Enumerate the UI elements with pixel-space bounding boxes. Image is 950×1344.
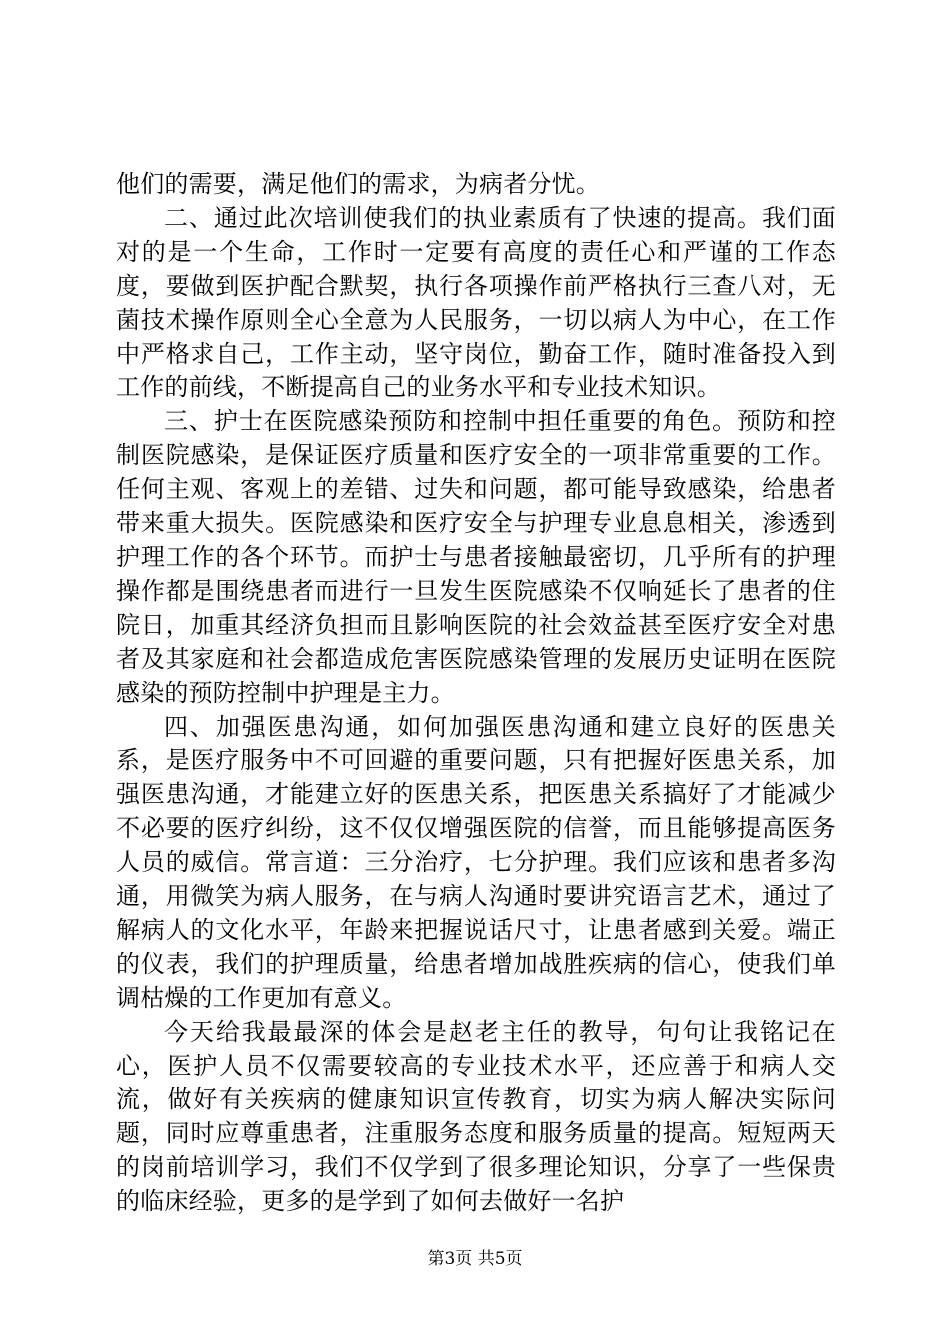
page-number-footer: 第3页 共5页 [427,1249,523,1269]
paragraph-section-two: 二、通过此次培训使我们的执业素质有了快速的提高。我们面对的是一个生命，工作时一定要有高度的责任心和严谨的工作态度，要做到医护配合默契，执行各项操作前严格执行三查八对，无菌技术操作原则全心全意为人民服务，一切以病人为中心，在工作中严格求自己，工作主动，坚守岗位，勤奋工作，随时准备投入到工作的前线，不断提高自己的业务水平和专业技术知识。 [116,203,836,402]
paragraph-section-four: 四、加强医患沟通，如何加强医患沟通和建立良好的医患关系，是医疗服务中不可回避的重要问题，只有把握好医患关系，加强医患沟通，才能建立好的医患关系，把医患关系搞好了才能减少不必要的医疗纠纷，这不仅仅增强医院的信誉，而且能够提高医务人员的威信。常言道：三分治疗，七分护理。我们应该和患者多沟通，用微笑为病人服务，在与病人沟通时要讲究语言艺术，通过了解病人的文化水平，年龄来把握说话尺寸，让患者感到关爱。端正的仪表，我们的护理质量，给患者增加战胜疾病的信心，使我们单调枯燥的工作更加有意义。 [116,712,836,1012]
document-body [116,168,836,1219]
paragraph-section-three: 三、护士在医院感染预防和控制中担任重要的角色。预防和控制医院感染，是保证医疗质量和医疗安全的一项非常重要的工作。任何主观、客观上的差错、过失和问题，都可能导致感染，给患者带来重大损失。医院感染和医疗安全与护理专业息息相关，渗透到护理工作的各个环节。而护士与患者接触最密切，几乎所有的护理操作都是围绕患者而进行一旦发生医院感染不仅响延长了患者的住院日，加重其经济负担而且影响医院的社会效益甚至医疗安全对患者及其家庭和社会都造成危害医院感染管理的发展历史证明在医院感染的预防控制中护理是主力。 [116,407,836,707]
paragraph-continuation: 他们的需要，满足他们的需求，为病者分忧。 [116,170,600,198]
paragraph-reflection: 今天给我最最深的体会是赵老主任的教导，句句让我铭记在心，医护人员不仅需要较高的专业技术水平，还应善于和病人交流，做好有关疾病的健康知识宣传教育，切实为病人解决实际问题，同时应尊重患者，注重服务态度和服务质量的提高。短短两天的岗前培训学习，我们不仅学到了很多理论知识，分享了一些保贵的临床经验，更多的是学到了如何去做好一名护 [116,1017,836,1216]
